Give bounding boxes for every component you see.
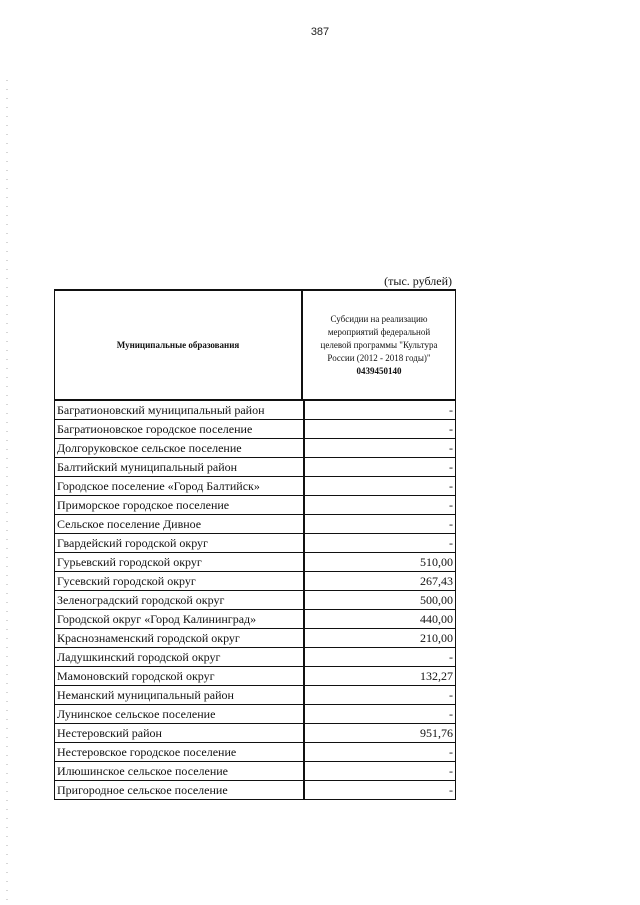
municipality-name: Неманский муниципальный район [55, 686, 305, 704]
table-row [55, 477, 455, 496]
municipality-name: Приморское городское поселение [55, 496, 305, 514]
municipality-name: Городское поселение «Город Балтийск» [55, 477, 305, 495]
municipality-name: Городской округ «Город Калининград» [55, 610, 305, 628]
subsidy-value: 210,00 [420, 631, 453, 645]
table-row [55, 781, 455, 799]
header-subsidy-line: Субсидии на реализацию [330, 313, 428, 324]
subsidy-value: - [449, 422, 453, 436]
subsidy-value: - [449, 460, 453, 474]
units-label: (тыс. рублей) [384, 274, 452, 288]
table-row [55, 515, 455, 534]
subsidy-value: - [449, 498, 453, 512]
municipality-name: Гурьевский городской округ [55, 553, 305, 571]
subsidy-value: - [449, 707, 453, 721]
subsidy-value: 510,00 [420, 555, 453, 569]
subsidy-value: - [449, 745, 453, 759]
header-subsidy [303, 291, 455, 399]
table-row [55, 420, 455, 439]
table-row [55, 610, 455, 629]
subsidy-value: 500,00 [420, 593, 453, 607]
header-subsidy-line: целевой программы "Культура [320, 339, 438, 350]
subsidy-value: - [449, 479, 453, 493]
header-municipalities: Муниципальные образования [55, 291, 303, 399]
table-row [55, 705, 455, 724]
municipality-name: Нестеровский район [55, 724, 305, 742]
subsidy-value: - [449, 783, 453, 797]
table-row [55, 534, 455, 553]
table-row [55, 762, 455, 781]
municipality-name: Багратионовское городское поселение [55, 420, 305, 438]
subsidy-value: 951,76 [420, 726, 453, 740]
subsidy-value: - [449, 650, 453, 664]
municipality-name: Мамоновский городской округ [55, 667, 305, 685]
subsidy-value: 440,00 [420, 612, 453, 626]
header-subsidy-line: России (2012 - 2018 годы)" [327, 352, 431, 363]
table-row [55, 401, 455, 420]
municipality-name: Багратионовский муниципальный район [55, 401, 305, 419]
table-row [55, 439, 455, 458]
subsidy-value: 267,43 [420, 574, 453, 588]
table-row [55, 458, 455, 477]
table-row [55, 572, 455, 591]
subsidy-value: - [449, 764, 453, 778]
table-row [55, 629, 455, 648]
municipality-name: Долгоруковское сельское поселение [55, 439, 305, 457]
subsidy-value: 132,27 [420, 669, 453, 683]
subsidy-value: - [449, 517, 453, 531]
subsidy-value: - [449, 536, 453, 550]
table-body [55, 401, 455, 799]
municipality-name: Гусевский городской округ [55, 572, 305, 590]
subsidy-value: - [449, 403, 453, 417]
municipality-name: Ладушкинский городской округ [55, 648, 305, 666]
municipality-name: Зеленоградский городской округ [55, 591, 305, 609]
header-subsidy-line: мероприятий федеральной [327, 326, 431, 337]
table-row [55, 591, 455, 610]
table-row [55, 686, 455, 705]
municipality-name: Нестеровское городское поселение [55, 743, 305, 761]
margin-scan-marks [6, 80, 8, 900]
table-row [55, 724, 455, 743]
municipality-name: Пригородное сельское поселение [55, 781, 305, 799]
table-header [55, 290, 455, 401]
municipality-name: Балтийский муниципальный район [55, 458, 305, 476]
table-row [55, 743, 455, 762]
subsidy-value: - [449, 688, 453, 702]
municipality-name: Гвардейский городской округ [55, 534, 305, 552]
municipality-name: Сельское поселение Дивное [55, 515, 305, 533]
page-number: 387 [310, 26, 330, 38]
header-subsidy-code: 0439450140 [356, 365, 402, 376]
subsidy-table [54, 289, 456, 800]
subsidy-value: - [449, 441, 453, 455]
table-row [55, 553, 455, 572]
table-row [55, 667, 455, 686]
municipality-name: Илюшинское сельское поселение [55, 762, 305, 780]
table-row [55, 648, 455, 667]
municipality-name: Краснознаменский городской округ [55, 629, 305, 647]
table-row [55, 496, 455, 515]
municipality-name: Лунинское сельское поселение [55, 705, 305, 723]
